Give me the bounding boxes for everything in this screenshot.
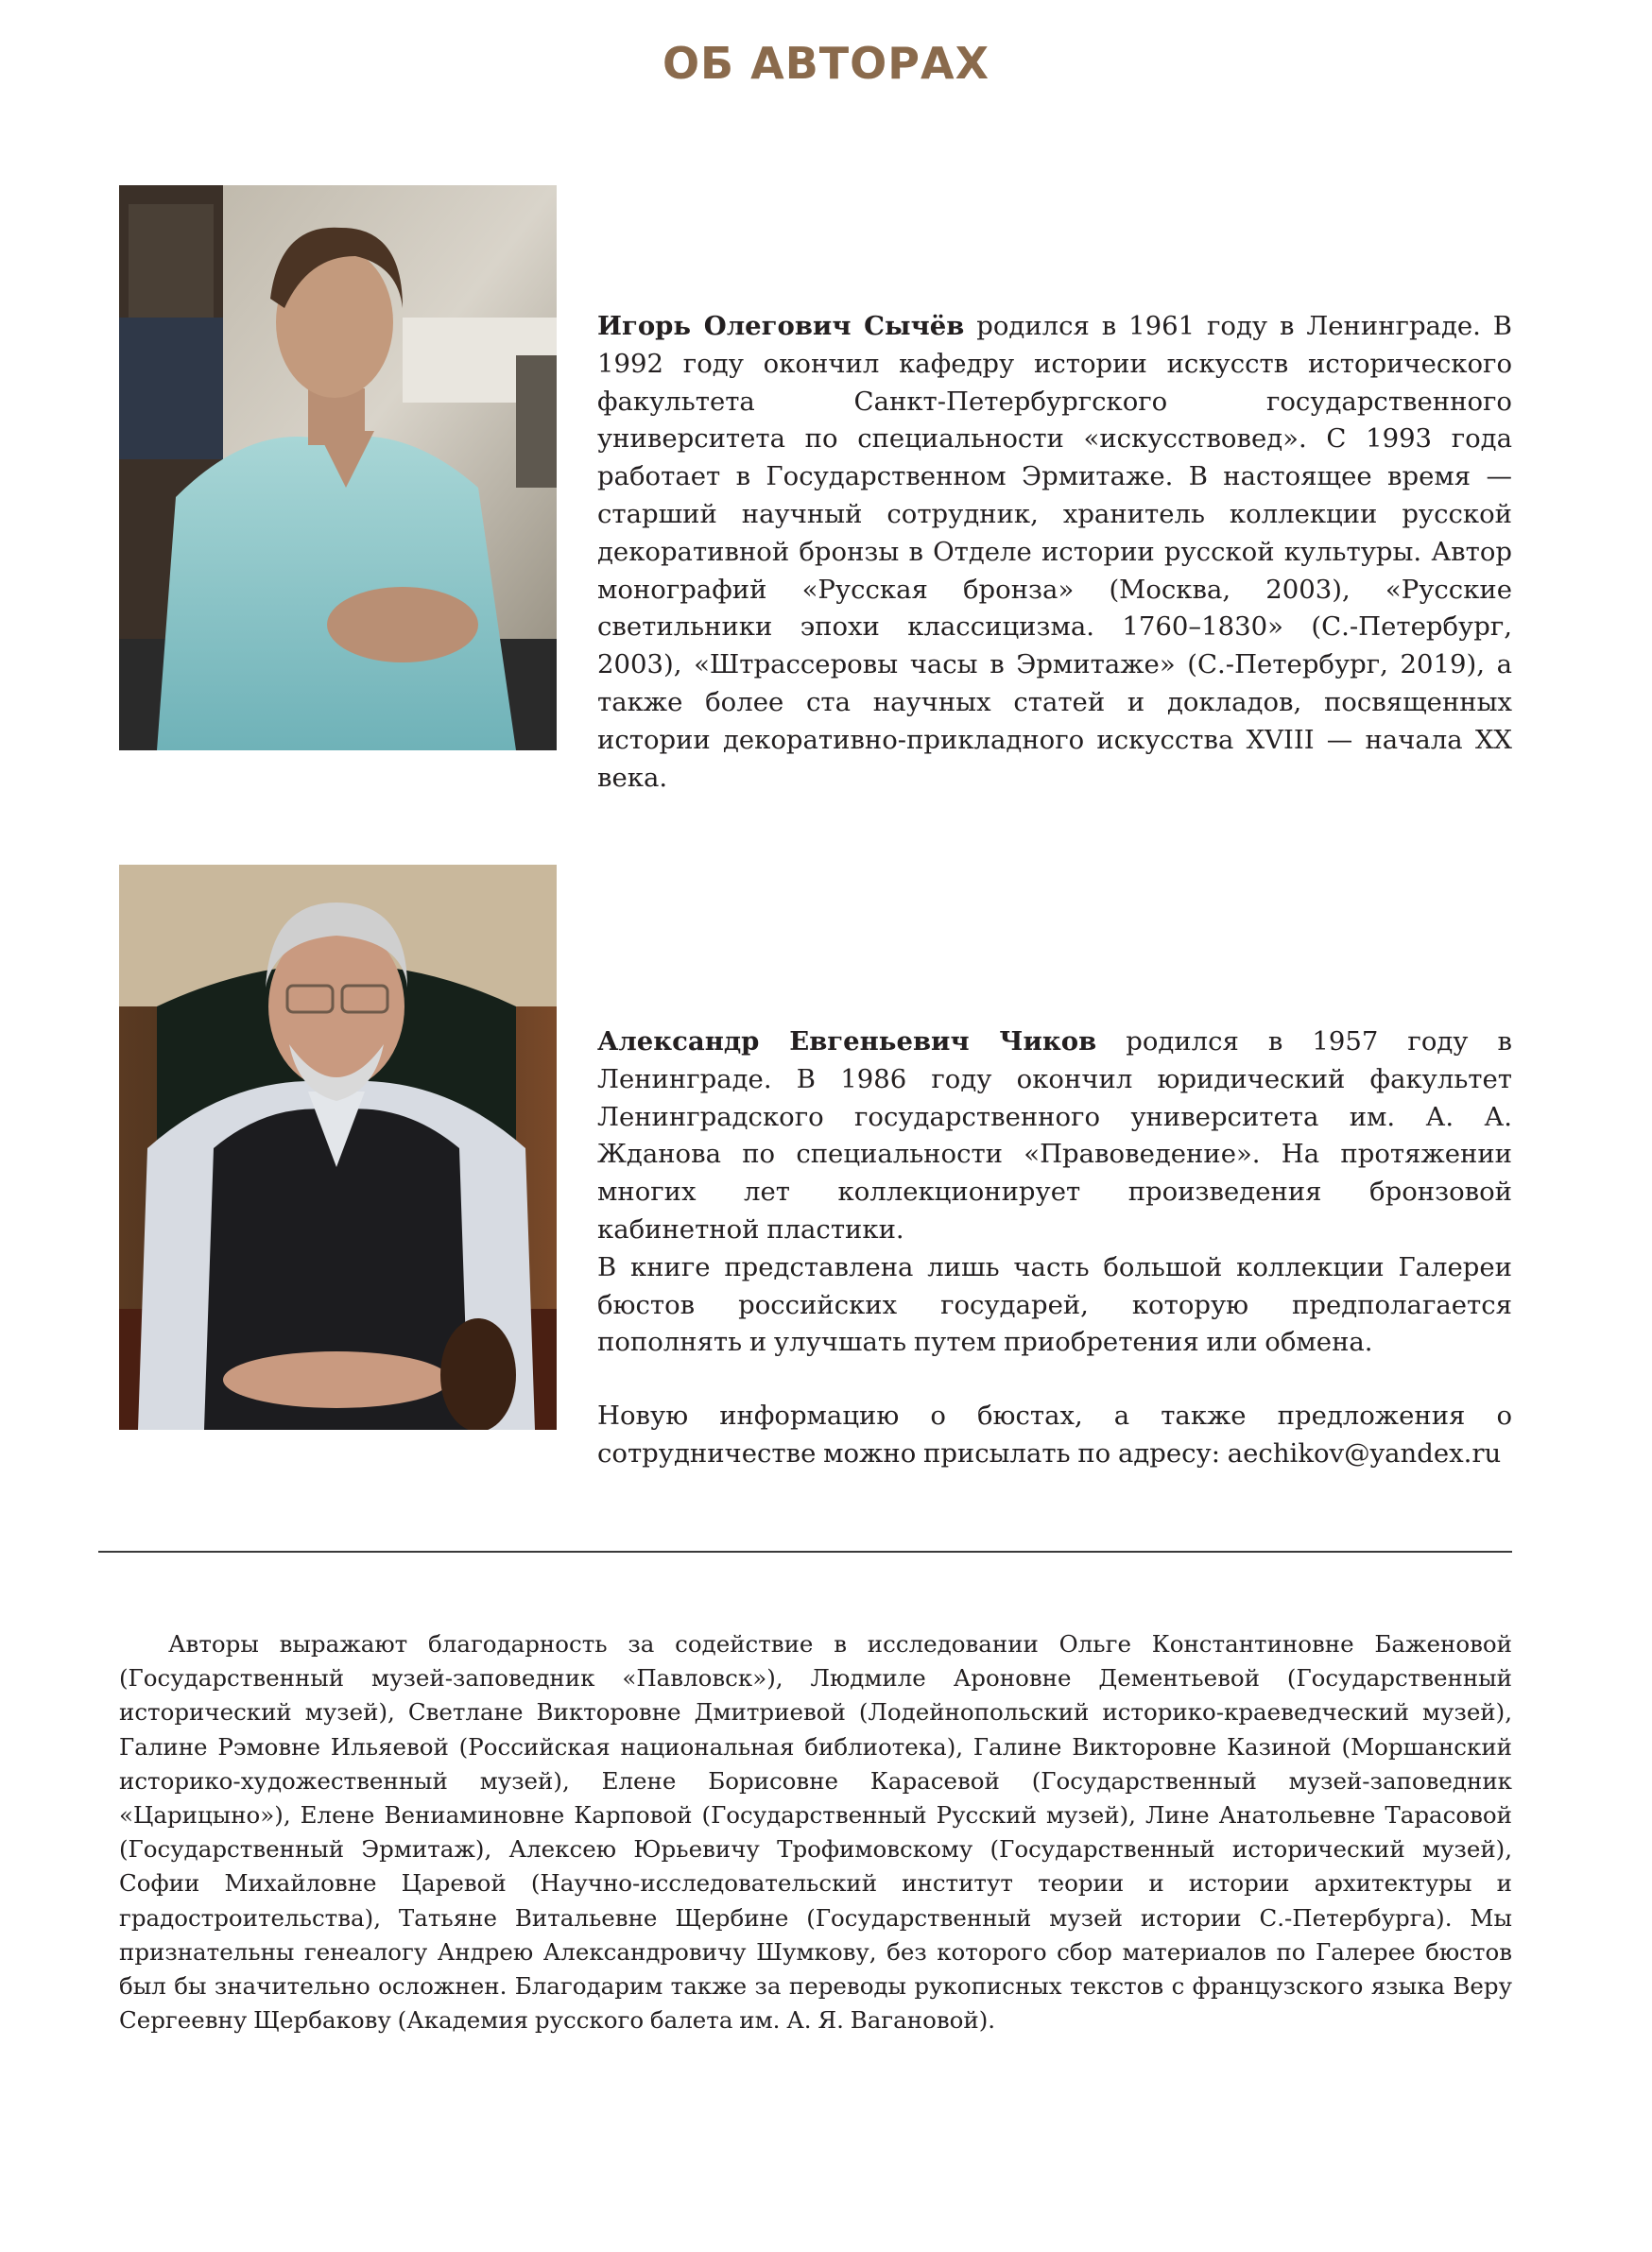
author2-contact: Новую информацию о бюстах, а также предложения о сотрудничестве можно присылать по адресу: aechikov@yandex.ru xyxy=(597,1401,1512,1469)
acknowledgement-paragraph: Авторы выражают благодарность за содействие в исследовании Ольге Константиновне Баженовой (Государственный музей-заповедник «Павловск»), Людмиле Ароновне Дементьевой (Государственный исторический музей), Светлане Викторовне Дмитриевой (Лодейнопольский историко-краеведческий музей), Галине Рэмовне Ильяевой (Российская национальная библиотека), Галине Викторовне Казиной (Моршанский историко-художественный музей), Елене Борисовне Карасевой (Государственный музей-заповедник «Царицыно»), Елене Вениаминовне Карповой (Государственный Русский музей), Лине Анатольевне Тарасовой (Государственный Эрмитаж), Алексею Юрьевичу Трофимовскому (Государственный исторический музей), Софии Михайловне Царевой (Научно-исследовательский институт теории и истории архитектуры и градостроительства), Татьяне Витальевне Щербине (Государственный музей истории С.-Петербурга). Мы признательны генеалогу Андрею Александровичу Шумкову, без которого сбор материалов по Галерее бюстов был бы значительно осложнен. Благодарим также за переводы рукописных текстов с французского языка Веру Сергеевну Щербакову (Академия русского балета им. А. Я. Вагановой). xyxy=(119,1630,1512,2035)
author2-name: Александр Евгеньевич Чиков xyxy=(597,1026,1097,1057)
author2-bio xyxy=(597,1023,1512,1473)
section-divider xyxy=(98,1551,1512,1553)
author1-bio xyxy=(597,308,1512,797)
author1-photo xyxy=(119,185,557,750)
author2-bio-text: родился в 1957 году в Ленинграде. В 1986 году окончил юридический факультет Ленинградского государственного университета им. А. А. Жданова по специальности «Правоведение». На протяжении многих лет коллекционирует произведения бронзовой кабинетной пластики. xyxy=(597,1026,1512,1245)
author1-name: Игорь Олегович Сычёв xyxy=(597,311,965,341)
author2-bio-paragraph: В книге представлена лишь часть большой коллекции Галереи бюстов российских государей, которую предполагается пополнять и улучшать путем приобретения или обмена. xyxy=(597,1251,1512,1358)
page-title: ОБ АВТОРАХ xyxy=(662,38,990,89)
author2-photo xyxy=(119,865,557,1430)
author1-bio-text: родился в 1961 году в Ленинграде. В 1992 году окончил кафедру истории искусств исторического факультета Санкт-Петербургского государственного университета по специальности «искусствовед». С 1993 года работает в Государственном Эрмитаже. В настоящее время — старший научный сотрудник, хранитель коллекции русской декоративной бронзы в Отделе истории русской культуры. Автор монографий «Русская бронза» (Москва, 2003), «Русские светильники эпохи классицизма. 1760–1830» (С.-Петербург, 2003), «Штрассеровы часы в Эрмитаже» (С.-Петербург, 2019), а также более ста научных статей и докладов, посвященных истории декоративно-прикладного искусства XVIII — начала XX века. xyxy=(597,311,1512,793)
